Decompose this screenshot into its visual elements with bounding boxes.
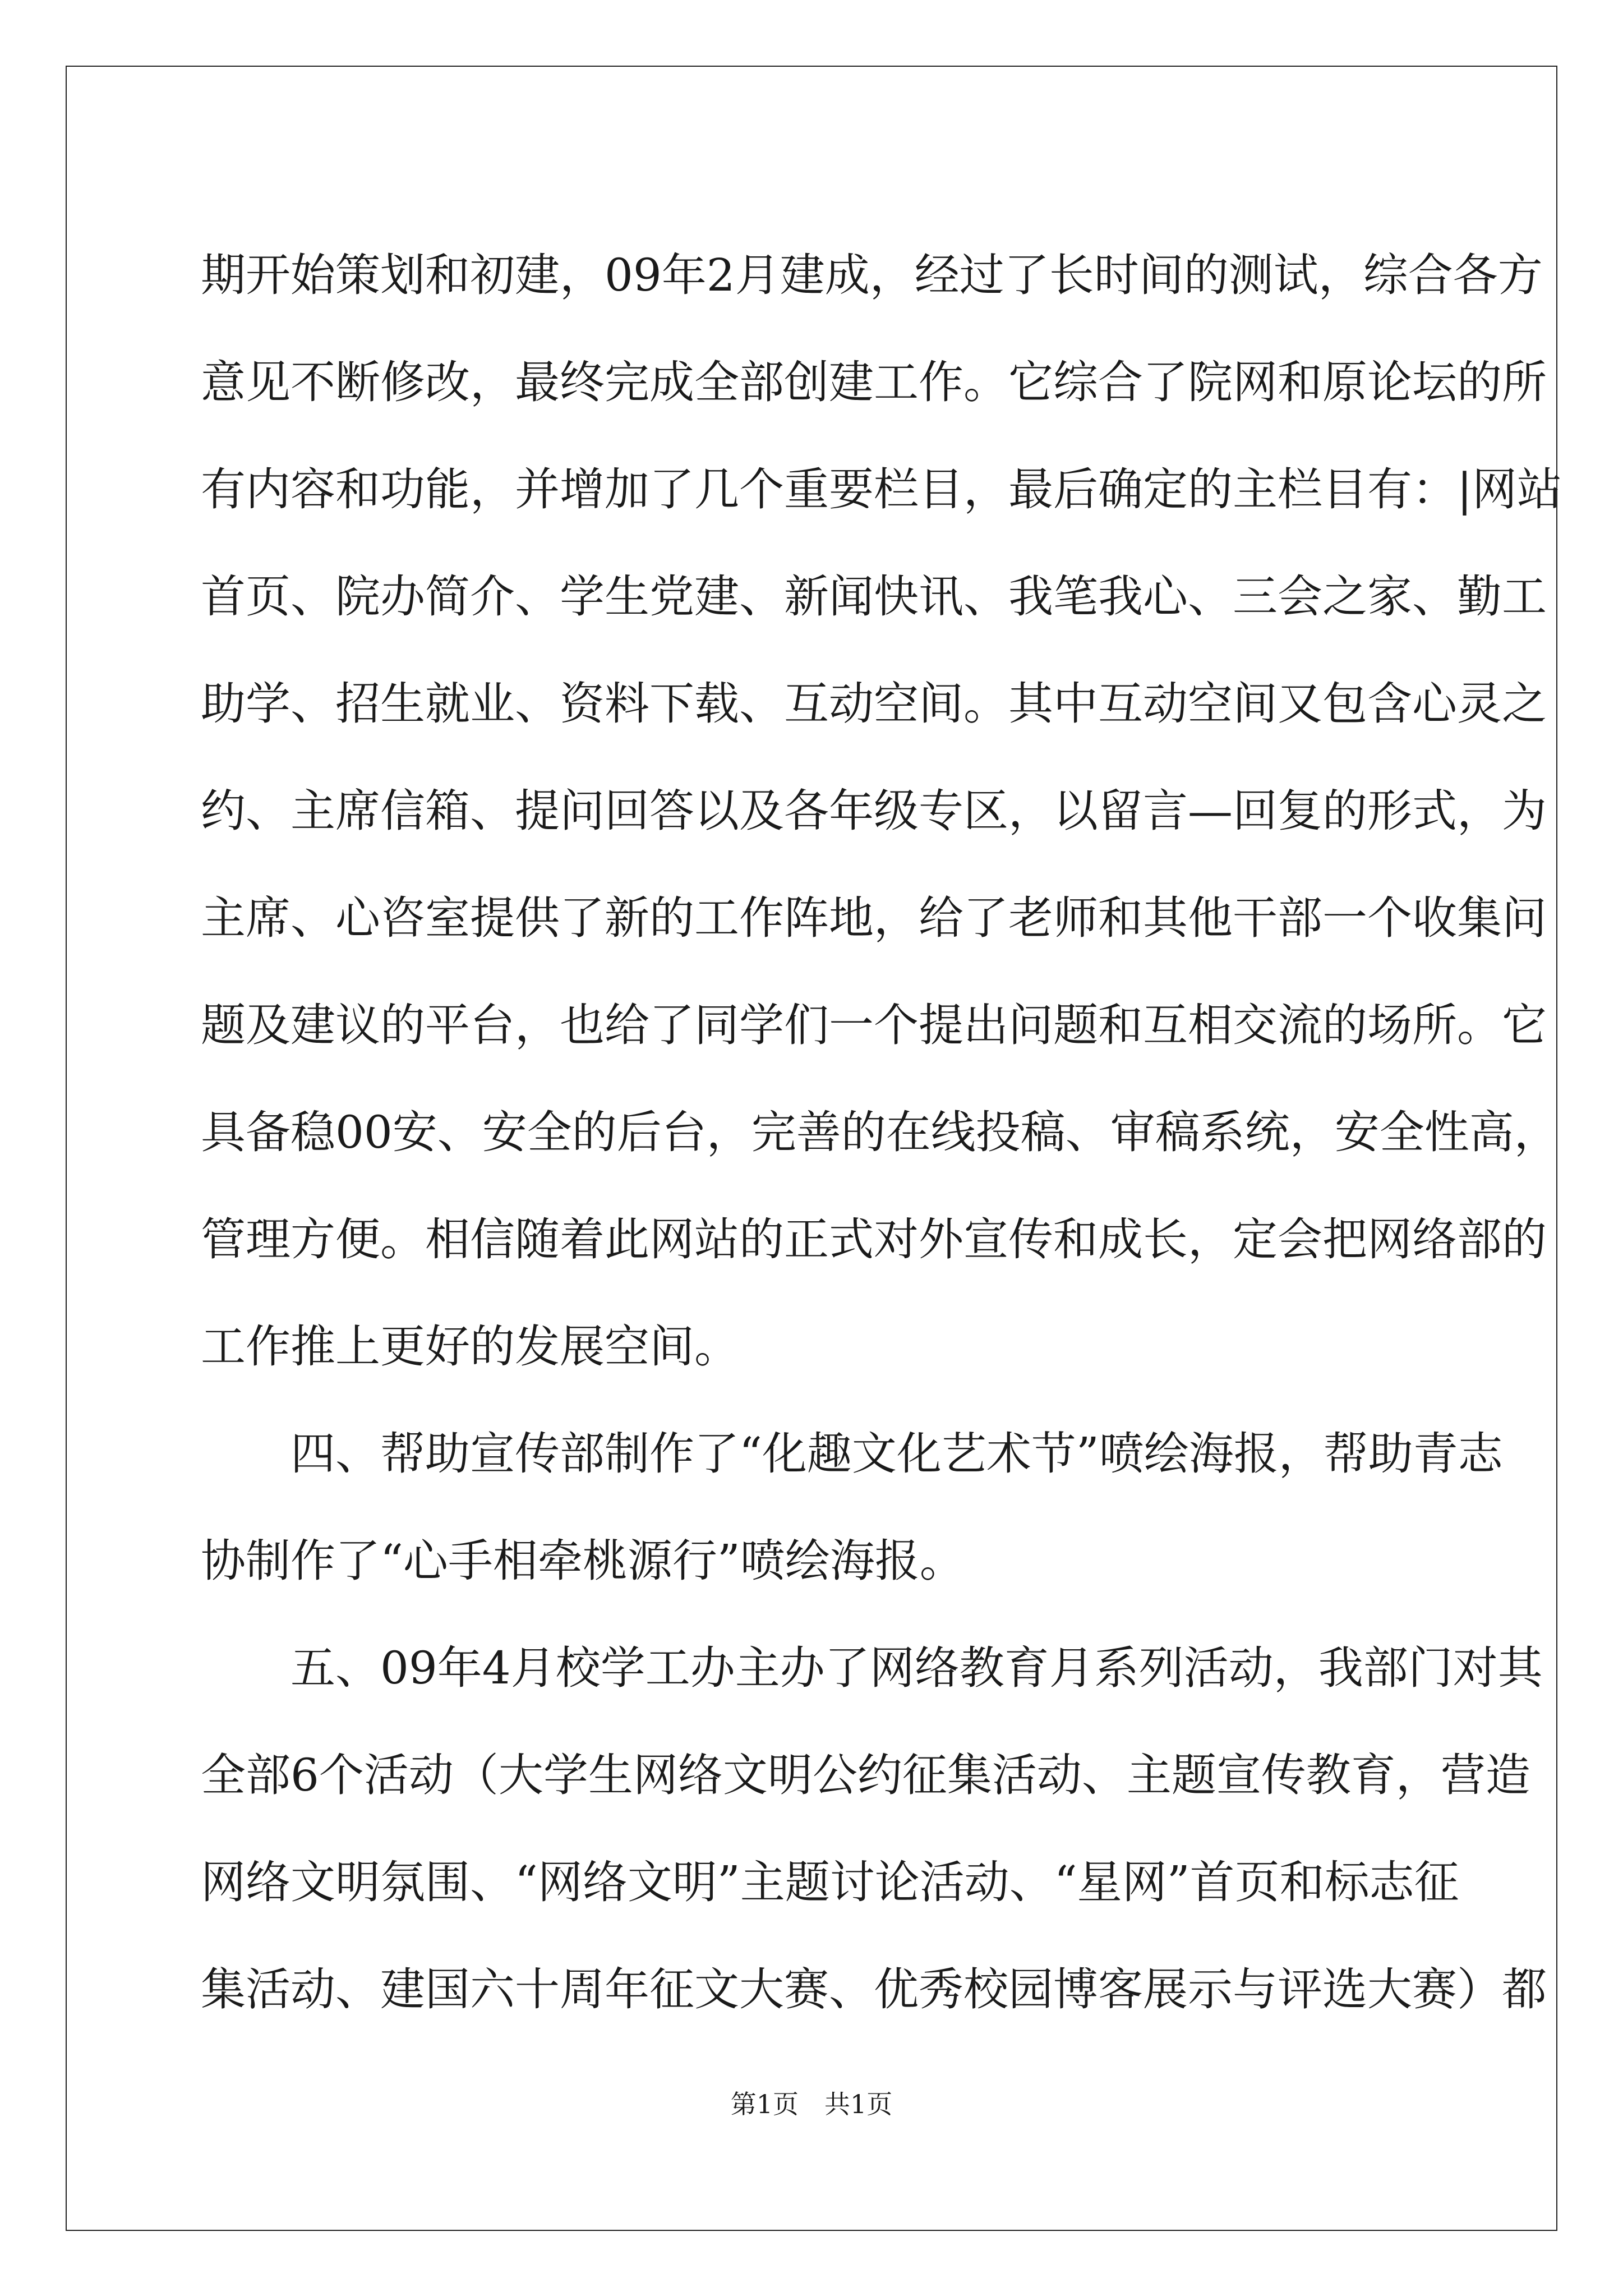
text-line-8: 题及建议的平台，也给了同学们一个提出问题和互相交流的场所。它	[201, 999, 1547, 1051]
text-line-14: 五、09年4月校学工办主办了网络教育月系列活动，我部门对其	[291, 1642, 1543, 1694]
text-line-13: 协制作了“心手相牵桃源行”喷绘海报。	[201, 1535, 965, 1587]
page-footer	[0, 2084, 1623, 2121]
text-line-7: 主席、心咨室提供了新的工作阵地，给了老师和其他干部一个收集问	[201, 892, 1547, 944]
text-line-9: 具备稳00安、安全的后台，完善的在线投稿、审稿系统，安全性高，	[201, 1106, 1559, 1158]
text-line-3: 有内容和功能，并增加了几个重要栏目，最后确定的主栏目有：|网站	[201, 463, 1562, 516]
text-line-16: 网络文明氛围、“网络文明”主题讨论活动、“星网”首页和标志征	[201, 1856, 1459, 1908]
text-line-11: 工作推上更好的发展空间。	[201, 1320, 739, 1373]
page-total: 共1页	[824, 2089, 893, 2119]
text-line-2: 意见不断修改，最终完成全部创建工作。它综合了院网和原论坛的所	[201, 356, 1547, 408]
text-line-6: 约、主席信箱、提问回答以及各年级专区，以留言—回复的形式，为	[201, 785, 1547, 837]
text-line-1: 期开始策划和初建，09年2月建成，经过了长时间的测试，综合各方	[201, 249, 1543, 301]
document-body	[201, 222, 1562, 2043]
text-line-4: 首页、院办简介、学生党建、新闻快讯、我笔我心、三会之家、勤工	[201, 570, 1547, 623]
text-line-12: 四、帮助宣传部制作了“化趣文化艺术节”喷绘海报，帮助青志	[291, 1428, 1503, 1480]
text-line-17: 集活动、建国六十周年征文大赛、优秀校园博客展示与评选大赛）都	[201, 1963, 1547, 2016]
text-line-5: 助学、招生就业、资料下载、互动空间。其中互动空间又包含心灵之	[201, 678, 1547, 730]
text-line-15: 全部6个活动（大学生网络文明公约征集活动、主题宣传教育，营造	[201, 1749, 1530, 1801]
page-number: 第1页	[730, 2089, 799, 2119]
text-line-10: 管理方便。相信随着此网站的正式对外宣传和成长，定会把网络部的	[201, 1213, 1547, 1266]
